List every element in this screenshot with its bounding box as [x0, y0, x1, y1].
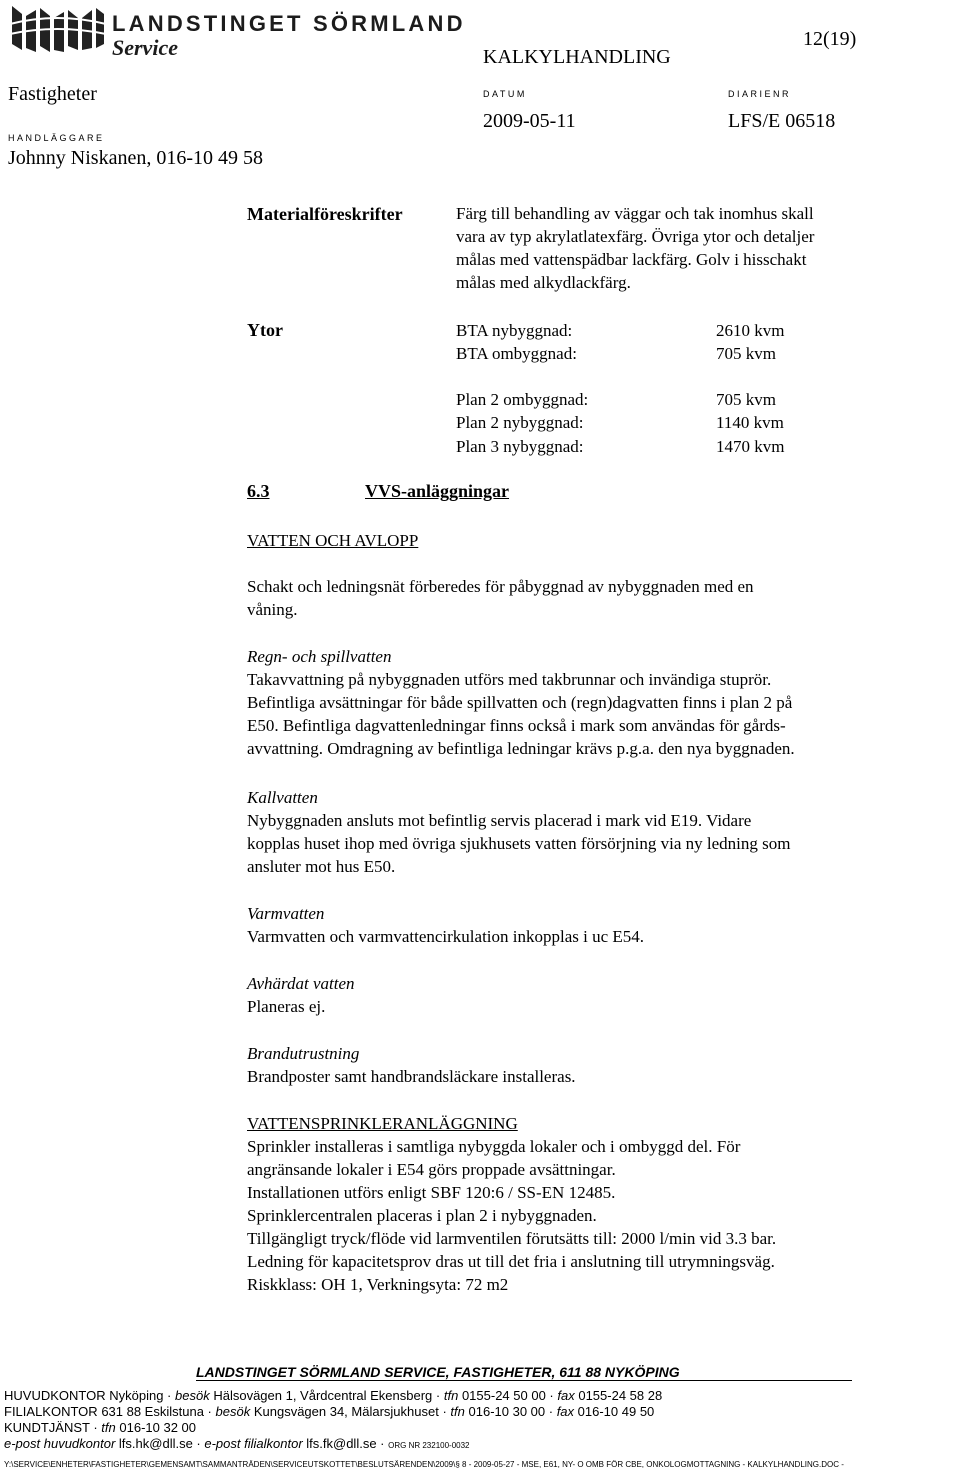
- datum-label: DATUM: [483, 89, 527, 99]
- ytor-row-value: 1140 kvm: [716, 413, 784, 432]
- material-line: vara av typ akrylatlatexfärg. Övriga ytor och detaljer: [456, 227, 815, 246]
- tfn-label: tfn: [450, 1404, 465, 1419]
- footer-epost-line: e-post huvudkontor lfs.hk@dll.se · e-post filialkontor lfs.fk@dll.se · ORG NR 232100-0032: [4, 1436, 470, 1451]
- handlaggare-label: HANDLÄGGARE: [8, 133, 105, 143]
- kundtjanst-label: KUNDTJÄNST: [4, 1420, 90, 1435]
- ytor-row-name: Plan 2 ombyggnad:: [456, 390, 589, 409]
- text-line: Ledning för kapacitetsprov dras ut till det fria i anslutning till utrymningsväg.: [247, 1252, 775, 1271]
- diarienr-label: DIARIENR: [728, 89, 792, 99]
- material-line: målas med vattenspädbar lackfärg. Golv i hisschakt: [456, 250, 807, 269]
- kundtjanst-tfn: 016-10 32 00: [119, 1420, 196, 1435]
- footer-kundtjanst-line: KUNDTJÄNST · tfn 016-10 32 00: [4, 1420, 196, 1435]
- ytor-row-value: 705 kvm: [716, 390, 776, 409]
- sprinkler-heading: VATTENSPRINKLERANLÄGGNING: [247, 1114, 518, 1133]
- filialkontor-ort: 631 88 Eskilstuna: [101, 1404, 204, 1419]
- varmvatten-heading: Varmvatten: [247, 904, 325, 923]
- besok-label: besök: [175, 1388, 210, 1403]
- kallvatten-heading: Kallvatten: [247, 788, 318, 807]
- epost-filial-link[interactable]: lfs.fk@dll.se: [306, 1436, 377, 1451]
- text-line: E50. Befintliga dagvattenledningar finns också i mark som användas för gårds-: [247, 716, 786, 735]
- footer-title: LANDSTINGET SÖRMLAND SERVICE, FASTIGHETER, 611 88 NYKÖPING: [196, 1364, 680, 1380]
- ytor-row-name: Plan 3 nybyggnad:: [456, 437, 584, 456]
- material-line: Färg till behandling av väggar och tak inomhus skall: [456, 204, 814, 223]
- text-line: Schakt och ledningsnät förberedes för påbyggnad av nybyggnaden med en: [247, 577, 754, 596]
- epost-huvud-link[interactable]: lfs.hk@dll.se: [118, 1436, 193, 1451]
- sprinkler-section: [247, 1112, 912, 1296]
- text-line: angränsande lokaler i E54 görs proppade avsättningar.: [247, 1160, 616, 1179]
- varmvatten-section: [247, 902, 912, 948]
- brand-section: [247, 1042, 912, 1088]
- section-title: VVS-anläggningar: [365, 481, 510, 501]
- text-line: Brandposter samt handbrandsläckare installeras.: [247, 1067, 576, 1086]
- text-line: Varmvatten och varmvattencirkulation inkopplas i uc E54.: [247, 927, 645, 946]
- ytor-row-name: Plan 2 nybyggnad:: [456, 413, 584, 432]
- epost-filial-label: e-post filialkontor: [204, 1436, 303, 1451]
- file-path: Y:\SERVICE\ENHETER\FASTIGHETER\GEMENSAMT\SAMMANTRÄDEN\SERVICEUTSKOTTET\BESLUTSÄRENDEN\2009\§ 8 - 2009-05-27 - MSE, E61, NY- O OMB FÖR CBE, ONKOLOGMOTTAGNING - KALKYLHANDLING.DOC -: [4, 1460, 844, 1469]
- epost-huvud-label: e-post huvudkontor: [4, 1436, 116, 1451]
- logo-title: LANDSTINGET SÖRMLAND: [112, 11, 466, 36]
- landstinget-logo-mark: [8, 4, 106, 54]
- huvudkontor-adress: Hälsovägen 1, Vårdcentral Ekensberg: [213, 1388, 433, 1403]
- ytor-row-value: 705 kvm: [716, 344, 776, 363]
- text-line: Installationen utförs enligt SBF 120:6 / SS-EN 12485.: [247, 1183, 616, 1202]
- footer-filialkontor-line: FILIALKONTOR 631 88 Eskilstuna · besök Kungsvägen 34, Mälarsjukhuset · tfn 016-10 30 00 · fax 016-10 49 50: [4, 1404, 655, 1419]
- text-line: Riskklass: OH 1, Verkningsyta: 72 m2: [247, 1275, 509, 1294]
- text-line: Sprinkler installeras i samtliga nybyggda lokaler och i ombyggd del. För: [247, 1137, 741, 1156]
- filialkontor-label: FILIALKONTOR: [4, 1404, 98, 1419]
- section-number: 6.3: [247, 481, 270, 501]
- text-line: ansluter mot hus E50.: [247, 857, 396, 876]
- kallvatten-section: [247, 786, 912, 878]
- huvudkontor-ort: Nyköping: [109, 1388, 164, 1403]
- ytor-row-value: 2610 kvm: [716, 321, 785, 340]
- text-line: Befintliga avsättningar för både spillvatten och (regn)dagvatten finns i plan 2 på: [247, 693, 793, 712]
- vatten-heading: VATTEN OCH AVLOPP: [247, 531, 419, 550]
- document-type: KALKYLHANDLING: [483, 46, 671, 68]
- footer-huvudkontor-line: HUVUDKONTOR Nyköping · besök Hälsovägen 1, Vårdcentral Ekensberg · tfn 0155-24 50 00 · fax 0155-24 58 28: [4, 1388, 663, 1403]
- text-line: Takavvattning på nybyggnaden utförs med takbrunnar och invändiga stuprör.: [247, 670, 772, 689]
- ytor-row-name: BTA ombyggnad:: [456, 344, 577, 363]
- material-text: [456, 202, 896, 294]
- filialkontor-fax: 016-10 49 50: [577, 1404, 655, 1419]
- section-heading: [247, 480, 509, 503]
- avhardat-section: [247, 972, 912, 1018]
- ytor-row-value: 1470 kvm: [716, 437, 785, 456]
- department: Fastigheter: [8, 83, 97, 105]
- text-line: Sprinklercentralen placeras i plan 2 i nybyggnaden.: [247, 1206, 597, 1225]
- tfn-label: tfn: [443, 1388, 459, 1403]
- text-line: Planeras ej.: [247, 997, 326, 1016]
- text-line: kopplas huset ihop med övriga sjukhusets vatten försörjning via ny ledning som: [247, 834, 791, 853]
- regn-heading: Regn- och spillvatten: [247, 647, 392, 666]
- fax-label: fax: [557, 1388, 575, 1403]
- datum-value: 2009-05-11: [483, 110, 576, 132]
- regn-section: [247, 645, 912, 760]
- huvudkontor-tfn: 0155-24 50 00: [461, 1388, 546, 1403]
- material-label: Materialföreskrifter: [247, 204, 403, 224]
- filialkontor-tfn: 016-10 30 00: [468, 1404, 546, 1419]
- avhardat-heading: Avhärdat vatten: [247, 974, 355, 993]
- handlaggare-value: Johnny Niskanen, 016-10 49 58: [8, 147, 263, 169]
- tfn-label: tfn: [101, 1420, 116, 1435]
- org-nr: ORG NR 232100-0032: [388, 1441, 470, 1450]
- logo-subtitle: Service: [112, 35, 178, 60]
- page-number: 12(19): [803, 28, 857, 50]
- text-line: Tillgängligt tryck/flöde vid larmventilen förutsätts till: 2000 l/min vid 3.3 bar.: [247, 1229, 777, 1248]
- text-line: våning.: [247, 600, 298, 619]
- besok-label: besök: [215, 1404, 251, 1419]
- huvudkontor-fax: 0155-24 58 28: [578, 1388, 663, 1403]
- fax-label: fax: [556, 1404, 575, 1419]
- text-line: avvattning. Omdragning av befintliga ledningar krävs p.g.a. den nya byggnaden.: [247, 739, 795, 758]
- diarienr-value: LFS/E 06518: [728, 110, 836, 132]
- material-line: målas med alkydlackfärg.: [456, 273, 631, 292]
- ytor-label: Ytor: [247, 320, 283, 340]
- brand-heading: Brandutrustning: [247, 1044, 360, 1063]
- filialkontor-adress: Kungsvägen 34, Mälarsjukhuset: [253, 1404, 439, 1419]
- text-line: Nybyggnaden ansluts mot befintlig servis placerad i mark vid E19. Vidare: [247, 811, 752, 830]
- ytor-row-name: BTA nybyggnad:: [456, 321, 573, 340]
- huvudkontor-label: HUVUDKONTOR: [4, 1388, 106, 1403]
- footer-rule: [196, 1380, 852, 1381]
- vatten-intro: [247, 575, 912, 621]
